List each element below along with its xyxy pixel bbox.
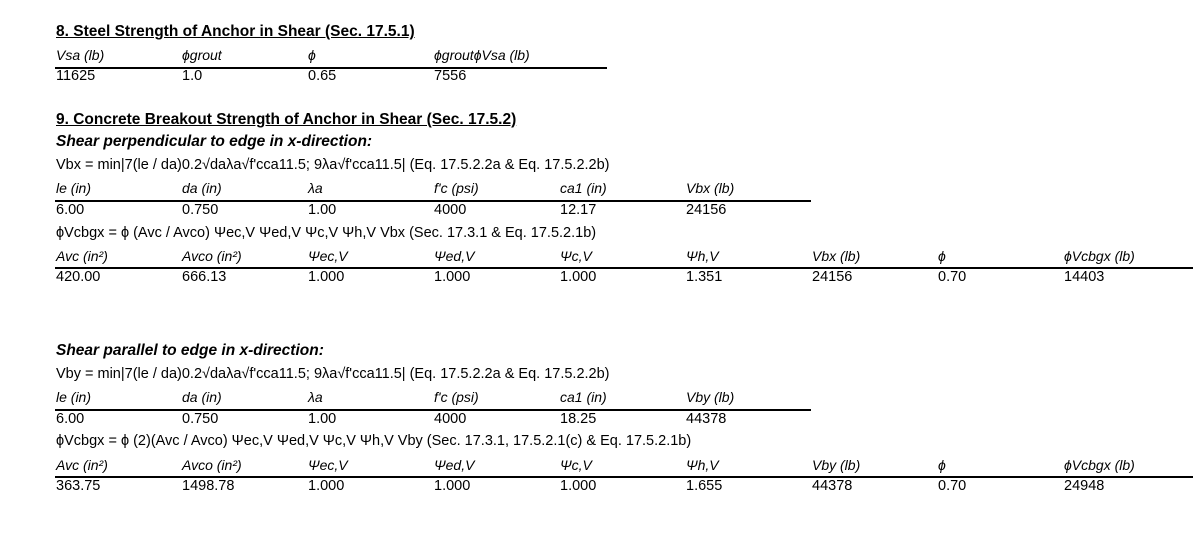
perp-header2-cell-6: Ψh,V [686,248,719,264]
section-8-header-cell-2: ϕgrout [182,47,222,63]
section-8-header-cell-4: ϕgroutϕVsa (lb) [434,47,530,63]
perp-header1-cell-1: le (in) [56,180,92,196]
par-header2-cell-5: Ψc,V [560,457,592,473]
perp-header2-cell-9: ϕVcbgx (lb) [1064,248,1135,264]
perp-value2-cell-8: 0.70 [938,269,967,285]
perp-equation-vcbgx: ϕVcbgx = ϕ (Avc / Avco) Ψec,V Ψed,V Ψc,V Ψh,V Vbx (Sec. 17.3.1 & Eq. 17.5.2.1b) [56,225,597,241]
par-header1-cell-3: λa [308,389,323,405]
par-value1-cell-4: 4000 [434,411,467,427]
par-header2-cell-2: Avco (in²) [182,457,242,473]
par-header2-cell-7: Vby (lb) [812,457,861,473]
par-value2-cell-1: 363.75 [56,478,101,494]
par-value2-cell-4: 1.000 [434,478,471,494]
section-8-heading: 8. Steel Strength of Anchor in Shear (Sec. 17.5.1) [56,23,415,40]
par-header1-cell-2: da (in) [182,389,222,405]
par-value2-cell-3: 1.000 [308,478,345,494]
perp-header2-cell-5: Ψc,V [560,248,592,264]
par-value2-cell-2: 1498.78 [182,478,235,494]
section-8-value-cell-4: 7556 [434,68,467,84]
perp-value1-cell-1: 6.00 [56,202,85,218]
perp-header1-cell-6: Vbx (lb) [686,180,735,196]
par-value1-cell-1: 6.00 [56,411,85,427]
perp-header2-cell-4: Ψed,V [434,248,475,264]
perp-header1-cell-4: f'c (psi) [434,180,479,196]
par-header2-cell-8: ϕ [938,457,946,473]
perp-value2-cell-2: 666.13 [182,269,227,285]
par-header2-cell-1: Avc (in²) [56,457,108,473]
par-value2-cell-6: 1.655 [686,478,723,494]
par-value2-cell-8: 0.70 [938,478,967,494]
section-8-value-cell-1: 11625 [56,68,96,84]
section-8-value-cell-2: 1.0 [182,68,203,84]
par-header1-cell-6: Vby (lb) [686,389,735,405]
perp-header2-cell-7: Vbx (lb) [812,248,861,264]
section-8-header-cell-1: Vsa (lb) [56,47,105,63]
par-value1-cell-3: 1.00 [308,411,337,427]
perp-header1-cell-3: λa [308,180,323,196]
par-header1-cell-5: ca1 (in) [560,389,607,405]
perp-header1-cell-2: da (in) [182,180,222,196]
par-value2-cell-9: 24948 [1064,478,1105,494]
perp-header2-cell-8: ϕ [938,248,946,264]
perp-value2-cell-9: 14403 [1064,269,1105,285]
perp-header2-cell-1: Avc (in²) [56,248,108,264]
perp-value2-cell-3: 1.000 [308,269,345,285]
section-8-header-cell-3: ϕ [308,47,316,63]
perp-header1-cell-5: ca1 (in) [560,180,607,196]
perp-value2-cell-7: 24156 [812,269,853,285]
section-9-heading: 9. Concrete Breakout Strength of Anchor in Shear (Sec. 17.5.2) [56,111,517,128]
perp-value1-cell-3: 1.00 [308,202,337,218]
perp-value2-cell-6: 1.351 [686,269,723,285]
perp-equation-vbx: Vbx = min|7(le / da)0.2√daλa√f'cca11.5; 9λa√f'cca11.5| (Eq. 17.5.2.2a & Eq. 17.5.2.2b) [56,157,610,173]
par-value1-cell-2: 0.750 [182,411,219,427]
perp-value1-cell-6: 24156 [686,202,727,218]
perp-value2-cell-1: 420.00 [56,269,101,285]
perp-value1-cell-2: 0.750 [182,202,219,218]
par-header2-cell-6: Ψh,V [686,457,719,473]
perp-value2-cell-4: 1.000 [434,269,471,285]
perp-header2-cell-2: Avco (in²) [182,248,242,264]
perp-value1-cell-5: 12.17 [560,202,597,218]
par-subheading: Shear parallel to edge in x-direction: [56,342,324,359]
par-value2-cell-5: 1.000 [560,478,597,494]
perp-subheading: Shear perpendicular to edge in x-direction: [56,133,373,150]
par-header2-cell-3: Ψec,V [308,457,348,473]
par-value1-cell-5: 18.25 [560,411,597,427]
perp-header2-cell-3: Ψec,V [308,248,348,264]
perp-value1-cell-4: 4000 [434,202,467,218]
par-header2-cell-9: ϕVcbgx (lb) [1064,457,1135,473]
par-header1-cell-1: le (in) [56,389,92,405]
perp-value2-cell-5: 1.000 [560,269,597,285]
par-equation-vcbgx: ϕVcbgx = ϕ (2)(Avc / Avco) Ψec,V Ψed,V Ψc,V Ψh,V Vby (Sec. 17.3.1, 17.5.2.1(c) & Eq. 17.5.2.1b) [56,433,692,449]
section-8-value-cell-3: 0.65 [308,68,337,84]
par-value1-cell-6: 44378 [686,411,727,427]
par-equation-vby: Vby = min|7(le / da)0.2√daλa√f'cca11.5; 9λa√f'cca11.5| (Eq. 17.5.2.2a & Eq. 17.5.2.2b) [56,366,610,382]
par-header2-cell-4: Ψed,V [434,457,475,473]
par-header1-cell-4: f'c (psi) [434,389,479,405]
par-value2-cell-7: 44378 [812,478,853,494]
